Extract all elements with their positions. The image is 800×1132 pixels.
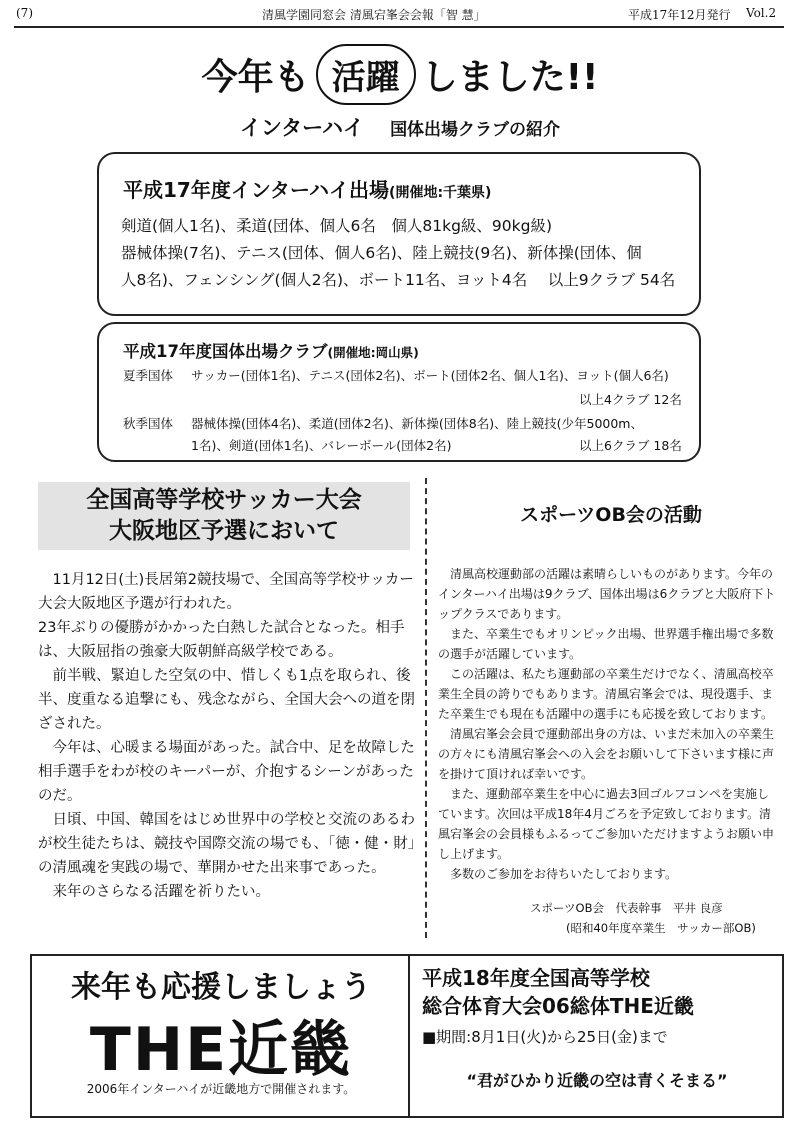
subheadline-kokutai: 国体出場クラブの紹介	[390, 120, 561, 140]
ob-paragraph: この活躍は、私たち運動部の卒業生だけでなく、清風高校卒業生全員の誇りでもあります。清風宕峯会では、現役選手、また卒業生でも現在も活躍中の選手にも応援を致しております。	[438, 667, 774, 721]
interhigh-line: 剣道(個人1名)、柔道(団体、個人6名 個人81kg級、90kg級)	[121, 217, 552, 235]
soccer-title	[38, 482, 410, 550]
ob-paragraph: 多数のご参加をお待ちいたしております。	[450, 867, 678, 881]
headline	[0, 44, 800, 105]
soccer-title-line1: 全国高等学校サッカー大会	[86, 487, 362, 513]
kokutai-title-text: 平成17年度国体出場クラブ	[123, 342, 328, 361]
soccer-paragraph: 11月12日(土)長居第2競技場で、全国高等学校サッカー大会大阪地区予選が行われた。	[38, 572, 414, 612]
soccer-paragraph: 今年は、心暖まる場面があった。試合中、足を故障した相手選手をわが校のキーパーが、介抱するシーンがあったのだ。	[38, 740, 415, 804]
soutai-slogan: “君がひかり近畿の空は青くそまる”	[466, 1071, 728, 1090]
ob-signature: スポーツOB会 代表幹事 平井 良彦	[530, 901, 723, 915]
ob-paragraph: また、卒業生でもオリンピック出場、世界選手権出場で多数の選手が活躍しています。	[438, 627, 774, 661]
soccer-article	[38, 568, 418, 904]
kokutai-box	[97, 322, 701, 462]
volume: Vol.2	[746, 6, 777, 20]
summer-label: 夏季国体	[123, 368, 174, 383]
autumn-total: 以上6クラブ 18名	[579, 438, 682, 453]
banner-divider	[408, 954, 410, 1116]
soutai-title-line2: 総合体育大会06総体THE近畿	[422, 994, 694, 1018]
summer-clubs: サッカー(団体1名)、テニス(団体2名)、ボート(団体2名、個人1名)、ヨット(個人6名)	[191, 368, 669, 383]
ob-paragraph: また、運動部卒業生を中心に過去3回ゴルフコンペを実施しています。次回は平成18年4月ごろを予定致しております。清風宕峯会の会員様もふるってご参加いただけますようお願い申し上げます。	[438, 787, 775, 861]
ob-title: スポーツOB会の活動	[520, 504, 702, 526]
ob-signature-note: (昭和40年度卒業生 サッカー部OB)	[566, 921, 756, 935]
kinki-cheer: 来年も応援しましょう	[71, 970, 371, 1005]
autumn-label: 秋季国体	[123, 416, 174, 431]
soutai-title-line1: 平成18年度全国高等学校	[422, 966, 650, 990]
page-number: (7)	[16, 6, 33, 20]
ob-paragraph: 清風宕峯会会員で運動部出身の方は、いまだ未加入の卒業生の方々にも清風宕峯会への入会をお願いして下さいます様に声を掛けて頂ければ幸いです。	[438, 727, 775, 781]
autumn-clubs: 器械体操(団体4名)、柔道(団体2名)、新体操(団体8名)、陸上競技(少年5000m、	[191, 416, 643, 431]
soccer-title-line2: 大阪地区予選において	[109, 518, 339, 544]
headline-post: しました!!	[421, 57, 599, 98]
interhigh-title	[123, 174, 491, 203]
subheadline	[0, 112, 800, 142]
interhigh-line: 器械体操(7名)、テニス(団体、個人6名)、陸上競技(9名)、新体操(団体、個	[121, 244, 642, 262]
ob-paragraph: 清風高校運動部の活躍は素晴らしいものがあります。今年のインターハイ出場は9クラブ、国体出場は6クラブと大阪府下トップクラスであります。	[438, 567, 776, 621]
interhigh-title-text: 平成17年度インターハイ出場	[123, 178, 390, 202]
issue-date: 平成17年12月発行	[628, 8, 731, 22]
column-divider	[425, 478, 427, 938]
kinki-logo-text: THE近畿	[89, 1015, 353, 1085]
soccer-paragraph: 日頃、中国、韓国をはじめ世界中の学校と交流のあるわが校生徒たちは、競技や国際交流の場でも、「徳・健・財」の清風魂を実践の場で、華開かせた出来事であった。	[38, 812, 415, 876]
interhigh-box	[97, 152, 701, 316]
interhigh-line: 人8名)、フェンシング(個人2名)、ボート11名、ヨット4名 以上9クラブ 54名	[121, 271, 676, 289]
ob-article	[438, 564, 778, 884]
soccer-paragraph: 23年ぶりの優勝がかかった白熱した試合となった。相手は、大阪屈指の強豪大阪朝鮮高級学校である。	[38, 620, 405, 660]
headline-cloud: 活躍	[316, 44, 416, 105]
kokutai-title	[123, 338, 419, 362]
header-rule	[14, 26, 784, 28]
kokutai-venue: (開催地:岡山県)	[327, 345, 419, 360]
interhigh-venue: (開催地:千葉県)	[389, 185, 492, 201]
soccer-paragraph: 前半戦、緊迫した空気の中、惜しくも1点を取られ、後半、度重なる追撃にも、残念ながら、全国大会への道を閉ざされた。	[38, 668, 415, 732]
subheadline-interhigh: インターハイ	[239, 116, 365, 140]
autumn-clubs-cont: 1名)、剣道(団体1名)、バレーボール(団体2名)	[191, 438, 452, 453]
summer-total: 以上4クラブ 12名	[579, 392, 682, 407]
newsletter-title: 清風学園同窓会 清風宕峯会会報「智 慧」	[262, 8, 486, 22]
headline-pre: 今年も	[201, 57, 310, 98]
soutai-period: ■期間:8月1日(火)から25日(金)まで	[422, 1028, 668, 1046]
soccer-paragraph: 来年のさらなる活躍を祈りたい。	[52, 884, 270, 900]
kinki-note: 2006年インターハイが近畿地方で開催されます。	[86, 1082, 356, 1096]
